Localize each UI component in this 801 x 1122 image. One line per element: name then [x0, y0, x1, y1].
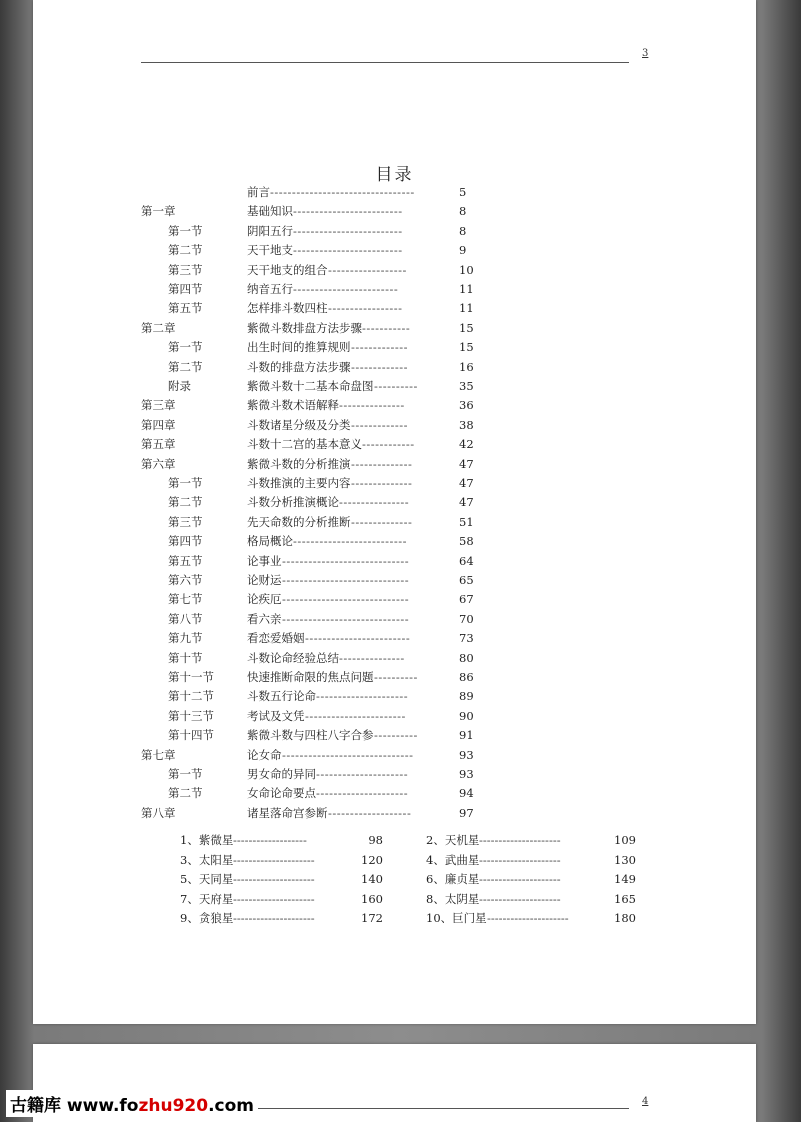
toc-entry — [33, 222, 756, 240]
toc-entry-leader: ------------------------- — [293, 243, 403, 258]
toc-entry-title: 前言 — [247, 185, 270, 199]
toc-entry-page: 11 — [459, 282, 474, 296]
toc-entry-title: 格局概论 — [247, 534, 293, 549]
toc-entry-leader: ------------------------- — [293, 223, 403, 238]
document-page-3 — [33, 0, 756, 1024]
toc-entry — [33, 668, 756, 686]
toc-entry-page: 9 — [459, 243, 467, 258]
toc-entry-title: 女命论命要点 — [247, 786, 316, 801]
toc-entry-leader: ----------------------------- — [282, 611, 410, 626]
star-entry-leader: --------------------- — [479, 872, 561, 886]
toc-entry-title: 紫微斗数排盘方法步骤 — [247, 320, 362, 335]
watermark-highlight: zhu920 — [138, 1096, 209, 1116]
toc-entry-label: 第五章 — [141, 437, 176, 452]
toc-entry-page: 47 — [459, 495, 474, 510]
toc-entry-title: 快速推断命限的焦点问题 — [247, 670, 374, 684]
toc-entry-title: 看六亲 — [247, 611, 282, 626]
toc-entry-label: 第二节 — [168, 786, 203, 801]
toc-entry-label: 第三节 — [168, 514, 203, 529]
toc-entry-page: 80 — [459, 650, 474, 665]
star-entry-title: 7、天府星 — [180, 891, 234, 906]
toc-entry-leader: ---------- — [374, 728, 418, 743]
toc-entry-page: 47 — [459, 476, 474, 490]
star-entry-title: 5、天同星 — [180, 872, 234, 886]
toc-entry-title: 怎样排斗数四柱 — [247, 301, 328, 316]
toc-entry — [33, 241, 756, 259]
toc-entry-title: 斗数分析推演概论 — [247, 495, 339, 510]
toc-entry — [33, 687, 756, 705]
star-entry-title: 9、贪狼星 — [180, 911, 234, 925]
toc-entry-label: 第二节 — [168, 243, 203, 258]
star-entry-title: 8、太阴星 — [426, 891, 480, 906]
toc-entry-leader: ------------------- — [328, 805, 412, 820]
toc-entry-leader: -------------- — [351, 514, 413, 529]
toc-entry-title: 看恋爱婚姻 — [247, 631, 305, 646]
toc-entry-label: 第十节 — [168, 650, 203, 665]
toc-entry-page: 36 — [459, 398, 474, 413]
toc-entry-title: 男女命的异同 — [247, 767, 316, 781]
toc-entry-page: 15 — [459, 340, 474, 355]
toc-entry-title: 论财运 — [247, 573, 282, 587]
star-entry-page: 120 — [361, 852, 383, 867]
star-entry-leader: --------------------- — [233, 911, 315, 925]
toc-entry-title: 考试及文凭 — [247, 708, 305, 723]
toc-entry-leader: ---------------- — [339, 495, 410, 510]
toc-entry-leader: ----------------- — [328, 301, 403, 316]
toc-entry-leader: ---------- — [374, 670, 418, 684]
toc-entry-title: 纳音五行 — [247, 282, 293, 296]
toc-entry-leader: --------------------------------- — [270, 185, 415, 199]
toc-entry-page: 90 — [459, 708, 474, 723]
toc-entry-page: 93 — [459, 767, 474, 781]
toc-entry — [33, 338, 756, 356]
toc-entry — [33, 746, 756, 764]
toc-entry-leader: ------------- — [351, 417, 409, 432]
page-number: 4 — [642, 1096, 649, 1107]
toc-entry — [33, 784, 756, 802]
toc-entry-leader: --------------------- — [316, 767, 409, 781]
toc-entry-title: 斗数诸星分级及分类 — [247, 417, 351, 432]
toc-entry — [33, 455, 756, 473]
toc-entry-page: 51 — [459, 514, 474, 529]
star-entry-title: 6、廉贞星 — [426, 872, 480, 886]
toc-entry-page: 16 — [459, 359, 474, 374]
toc-entry-leader: ------------ — [362, 437, 415, 452]
toc-entry-leader: ----------------------- — [305, 708, 406, 723]
toc-entry-title: 斗数的排盘方法步骤 — [247, 359, 351, 374]
toc-entry-title: 论事业 — [247, 553, 282, 568]
toc-entry-title: 出生时间的推算规则 — [247, 340, 351, 355]
toc-entry-label: 第七章 — [141, 747, 176, 762]
toc-entry — [33, 726, 756, 744]
toc-entry-page: 8 — [459, 204, 467, 219]
toc-entry-label: 第二章 — [141, 320, 176, 335]
toc-entry — [33, 590, 756, 608]
star-entry-title: 3、太阳星 — [180, 852, 234, 867]
toc-entry-page: 15 — [459, 320, 474, 335]
toc-entry — [33, 202, 756, 220]
toc-entry — [33, 571, 756, 589]
toc-entry-label: 第五节 — [168, 301, 203, 316]
star-entry-page: 149 — [614, 872, 636, 886]
star-entry-page: 180 — [614, 911, 636, 925]
toc-entry-label: 第四章 — [141, 417, 176, 432]
toc-entry-page: 35 — [459, 379, 474, 393]
toc-entry — [33, 707, 756, 725]
toc-entry — [33, 183, 756, 201]
toc-entry-page: 58 — [459, 534, 474, 549]
toc-entry-title: 紫微斗数与四柱八字合参 — [247, 728, 374, 743]
toc-entry-leader: -------------------------- — [293, 534, 408, 549]
toc-entry — [33, 416, 756, 434]
toc-title: 目录 — [375, 165, 414, 185]
toc-entry-page: 10 — [459, 262, 474, 277]
toc-entry — [33, 649, 756, 667]
toc-entry-label: 第二节 — [168, 495, 203, 510]
toc-entry — [33, 552, 756, 570]
toc-entry-leader: --------------- — [339, 398, 405, 413]
toc-entry-leader: ------------------------------ — [282, 747, 414, 762]
toc-entry-label: 第一节 — [168, 223, 203, 238]
toc-entry-leader: ------------- — [351, 359, 409, 374]
toc-entry — [33, 765, 756, 783]
toc-entry — [33, 261, 756, 279]
toc-entry-label: 第九节 — [168, 631, 203, 646]
star-entry-page: 98 — [368, 833, 383, 847]
toc-entry-page: 38 — [459, 417, 474, 432]
toc-entry-title: 斗数五行论命 — [247, 689, 316, 704]
toc-entry-label: 第十四节 — [168, 728, 214, 743]
toc-entry-label: 第四节 — [168, 282, 203, 296]
toc-entry-page: 47 — [459, 456, 474, 471]
toc-entry-title: 基础知识 — [247, 204, 293, 219]
toc-entry-leader: ------------- — [351, 340, 409, 355]
toc-entry-label: 第六章 — [141, 456, 176, 471]
star-entry-page: 109 — [614, 833, 636, 847]
toc-entry-title: 诸星落命宫参断 — [247, 805, 328, 820]
toc-entry-leader: --------------------- — [316, 689, 409, 704]
toc-entry-title: 斗数论命经验总结 — [247, 650, 339, 665]
toc-entry-page: 94 — [459, 786, 474, 801]
toc-entry-title: 紫微斗数术语解释 — [247, 398, 339, 413]
star-entry-page: 140 — [361, 872, 383, 886]
toc-entry-page: 8 — [459, 223, 467, 238]
toc-entry-page: 91 — [459, 728, 474, 743]
star-entry-page: 130 — [614, 852, 636, 867]
toc-entry-label: 附录 — [168, 379, 191, 393]
toc-entry — [33, 610, 756, 628]
toc-entry-page: 65 — [459, 573, 474, 587]
toc-entry-title: 先天命数的分析推断 — [247, 514, 351, 529]
toc-entry — [33, 358, 756, 376]
toc-entry-page: 86 — [459, 670, 474, 684]
toc-entry-leader: ----------------------------- — [282, 592, 410, 607]
toc-entry-title: 论疾厄 — [247, 592, 282, 607]
toc-entry-label: 第十二节 — [168, 689, 214, 704]
toc-entry-label: 第四节 — [168, 534, 203, 549]
toc-entry-page: 67 — [459, 592, 474, 607]
watermark-prefix: 古籍库 www.fo — [10, 1096, 139, 1116]
toc-entry-title: 斗数推演的主要内容 — [247, 476, 351, 490]
toc-entry-title: 阴阳五行 — [247, 223, 293, 238]
watermark-suffix: .com — [208, 1096, 255, 1116]
toc-entry — [33, 532, 756, 550]
toc-entry — [33, 474, 756, 492]
toc-entry-leader: ----------------------------- — [282, 553, 410, 568]
star-entry-leader: --------------------- — [479, 891, 561, 906]
toc-entry-leader: --------------- — [339, 650, 405, 665]
toc-entry-page: 89 — [459, 689, 474, 704]
toc-entry — [33, 513, 756, 531]
toc-entry-page: 42 — [459, 437, 474, 452]
toc-entry-title: 天干地支的组合 — [247, 262, 328, 277]
toc-entry — [33, 280, 756, 298]
toc-entry-title: 斗数十二宫的基本意义 — [247, 437, 362, 452]
star-entry-leader: --------------------- — [479, 852, 561, 867]
star-entry-title: 1、紫微星 — [180, 833, 234, 847]
toc-entry — [33, 377, 756, 395]
header-rule — [141, 62, 629, 63]
toc-entry-title: 天干地支 — [247, 243, 293, 258]
toc-entry-label: 第五节 — [168, 553, 203, 568]
star-entry-leader: --------------------- — [233, 891, 315, 906]
toc-entry-leader: ---------- — [374, 379, 418, 393]
toc-entry-label: 第一章 — [141, 204, 176, 219]
toc-entry-page: 64 — [459, 553, 474, 568]
toc-entry-page: 70 — [459, 611, 474, 626]
star-entry-leader: ------------------- — [233, 833, 307, 847]
toc-entry-page: 5 — [459, 185, 467, 199]
toc-entry-page: 97 — [459, 805, 474, 820]
toc-entry-leader: ----------- — [362, 320, 411, 335]
star-entry-page: 165 — [614, 891, 636, 906]
toc-entry-leader: ------------------------- — [293, 204, 403, 219]
toc-entry — [33, 396, 756, 414]
toc-entry-title: 紫微斗数的分析推演 — [247, 456, 351, 471]
toc-entry-label: 第一节 — [168, 767, 203, 781]
toc-entry-leader: ------------------------ — [305, 631, 411, 646]
star-entry-page: 160 — [361, 891, 383, 906]
toc-entry — [33, 435, 756, 453]
toc-entry-leader: ----------------------------- — [282, 573, 410, 587]
toc-entry-label: 第八节 — [168, 611, 203, 626]
page-number: 3 — [642, 48, 649, 59]
star-entry-page: 172 — [361, 911, 383, 925]
toc-entry-leader: ------------------ — [328, 262, 407, 277]
star-entry-title: 4、武曲星 — [426, 852, 480, 867]
toc-entry — [33, 493, 756, 511]
star-entry-title: 2、天机星 — [426, 833, 480, 847]
site-watermark — [6, 1090, 258, 1117]
toc-entry-page: 73 — [459, 631, 474, 646]
toc-entry-label: 第八章 — [141, 805, 176, 820]
toc-entry — [33, 319, 756, 337]
toc-entry-page: 11 — [459, 301, 474, 316]
star-entry-leader: --------------------- — [233, 852, 315, 867]
toc-entry-page: 93 — [459, 747, 474, 762]
toc-entry-title: 紫微斗数十二基本命盘图 — [247, 379, 374, 393]
star-entry-leader: --------------------- — [487, 911, 569, 925]
star-entry-leader: --------------------- — [479, 833, 561, 847]
toc-entry-leader: --------------------- — [316, 786, 409, 801]
toc-entry-label: 第一节 — [168, 340, 203, 355]
toc-entry-label: 第二节 — [168, 359, 203, 374]
toc-entry — [33, 299, 756, 317]
toc-entry-label: 第一节 — [168, 476, 203, 490]
toc-entry-label: 第六节 — [168, 573, 203, 587]
toc-entry — [33, 629, 756, 647]
toc-entry-leader: -------------- — [351, 456, 413, 471]
toc-entry-title: 论女命 — [247, 747, 282, 762]
toc-entry — [33, 804, 756, 822]
toc-entry-label: 第七节 — [168, 592, 203, 607]
toc-entry-label: 第三节 — [168, 262, 203, 277]
toc-entry-leader: -------------- — [351, 476, 413, 490]
toc-entry-leader: ------------------------ — [293, 282, 399, 296]
star-entry-leader: --------------------- — [233, 872, 315, 886]
toc-entry-label: 第十三节 — [168, 708, 214, 723]
toc-entry-label: 第十一节 — [168, 670, 214, 684]
toc-entry-label: 第三章 — [141, 398, 176, 413]
star-entry-title: 10、巨门星 — [426, 911, 487, 925]
